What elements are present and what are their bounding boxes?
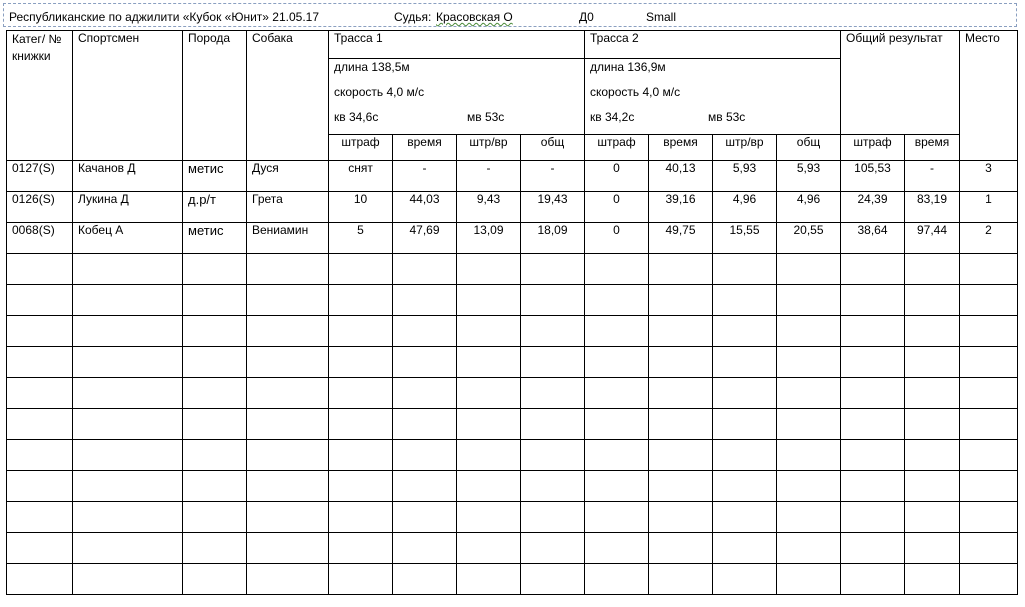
empty-cell	[585, 378, 649, 409]
empty-cell	[585, 409, 649, 440]
course1-mv: мв 53с	[467, 109, 505, 124]
c2-sub-time-penalty: штр/вр	[713, 135, 777, 161]
course2-kv: кв 34,2с	[590, 109, 635, 124]
empty-cell	[841, 409, 905, 440]
empty-cell	[183, 440, 247, 471]
empty-cell	[183, 378, 247, 409]
empty-cell	[585, 471, 649, 502]
empty-cell	[841, 285, 905, 316]
empty-cell	[73, 316, 183, 347]
empty-cell	[905, 347, 960, 378]
col-header-category: Катег/ № книжки	[7, 31, 73, 161]
empty-cell	[960, 564, 1018, 595]
cell-c2-time: 49,75	[649, 223, 713, 254]
class-label: Д0	[579, 10, 594, 24]
empty-cell	[247, 409, 329, 440]
empty-cell	[841, 502, 905, 533]
cell-c1-penalty: 10	[329, 192, 393, 223]
cell-c1-time: 44,03	[393, 192, 457, 223]
cell-c2-time: 40,13	[649, 161, 713, 192]
results-table	[6, 30, 1018, 595]
empty-cell	[457, 378, 521, 409]
c2-sub-time: время	[649, 135, 713, 161]
judge-name: Красовская О	[436, 10, 513, 24]
cell-place: 2	[960, 223, 1018, 254]
cell-c2-penalty: 0	[585, 192, 649, 223]
empty-cell	[7, 533, 73, 564]
c1-sub-total: общ	[521, 135, 585, 161]
empty-cell	[183, 502, 247, 533]
cell-c2-penalty: 0	[585, 161, 649, 192]
empty-cell	[713, 316, 777, 347]
course1-times	[329, 110, 585, 135]
empty-table-row	[7, 316, 1018, 347]
empty-cell	[960, 502, 1018, 533]
empty-cell	[73, 347, 183, 378]
empty-cell	[73, 471, 183, 502]
empty-cell	[960, 254, 1018, 285]
empty-cell	[73, 564, 183, 595]
empty-cell	[713, 440, 777, 471]
empty-cell	[905, 378, 960, 409]
empty-cell	[247, 502, 329, 533]
empty-cell	[777, 347, 841, 378]
empty-cell	[960, 409, 1018, 440]
empty-cell	[585, 254, 649, 285]
empty-cell	[585, 533, 649, 564]
empty-cell	[905, 285, 960, 316]
cell-overall-penalty: 105,53	[841, 161, 905, 192]
judge-label: Судья:	[394, 10, 432, 24]
overall-sub-penalty: штраф	[841, 135, 905, 161]
empty-cell	[7, 347, 73, 378]
cell-dog: Вениамин	[247, 223, 329, 254]
col-header-athlete: Спортсмен	[73, 31, 183, 161]
empty-cell	[960, 471, 1018, 502]
course2-length: длина 136,9м	[585, 59, 841, 85]
empty-cell	[7, 254, 73, 285]
empty-cell	[649, 254, 713, 285]
empty-cell	[649, 378, 713, 409]
empty-cell	[7, 316, 73, 347]
empty-cell	[183, 409, 247, 440]
empty-cell	[777, 440, 841, 471]
cell-place: 1	[960, 192, 1018, 223]
empty-cell	[777, 254, 841, 285]
cell-category: 0127(S)	[7, 161, 73, 192]
empty-cell	[841, 564, 905, 595]
empty-cell	[329, 347, 393, 378]
cell-c1-time: -	[393, 161, 457, 192]
cell-c1-total: 19,43	[521, 192, 585, 223]
empty-cell	[777, 502, 841, 533]
empty-cell	[905, 254, 960, 285]
empty-cell	[777, 409, 841, 440]
empty-cell	[841, 316, 905, 347]
empty-cell	[649, 533, 713, 564]
empty-cell	[329, 533, 393, 564]
cell-c2-total: 5,93	[777, 161, 841, 192]
empty-cell	[521, 471, 585, 502]
cell-c2-penalty: 0	[585, 223, 649, 254]
c1-sub-time: время	[393, 135, 457, 161]
empty-cell	[329, 254, 393, 285]
empty-cell	[183, 533, 247, 564]
empty-cell	[7, 564, 73, 595]
empty-cell	[457, 285, 521, 316]
empty-cell	[521, 316, 585, 347]
empty-cell	[905, 564, 960, 595]
empty-cell	[713, 502, 777, 533]
empty-cell	[960, 316, 1018, 347]
empty-cell	[457, 471, 521, 502]
empty-cell	[247, 347, 329, 378]
cell-c1-time-penalty: 9,43	[457, 192, 521, 223]
empty-cell	[905, 533, 960, 564]
empty-cell	[585, 440, 649, 471]
empty-cell	[713, 347, 777, 378]
course1-title: Трасса 1	[329, 31, 585, 59]
empty-cell	[521, 378, 585, 409]
empty-cell	[649, 564, 713, 595]
empty-cell	[247, 564, 329, 595]
cell-overall-penalty: 38,64	[841, 223, 905, 254]
empty-table-row	[7, 409, 1018, 440]
empty-cell	[247, 254, 329, 285]
empty-cell	[457, 502, 521, 533]
empty-cell	[7, 285, 73, 316]
empty-cell	[7, 440, 73, 471]
size-label: Small	[646, 10, 677, 24]
empty-cell	[247, 533, 329, 564]
empty-cell	[73, 502, 183, 533]
empty-table-row	[7, 502, 1018, 533]
empty-table-row	[7, 533, 1018, 564]
empty-cell	[521, 533, 585, 564]
empty-cell	[7, 378, 73, 409]
empty-cell	[905, 440, 960, 471]
empty-cell	[585, 316, 649, 347]
empty-cell	[457, 254, 521, 285]
empty-cell	[521, 409, 585, 440]
cell-athlete: Качанов Д	[73, 161, 183, 192]
empty-cell	[777, 471, 841, 502]
empty-cell	[713, 533, 777, 564]
overall-sub-time: время	[905, 135, 960, 161]
empty-cell	[73, 378, 183, 409]
empty-cell	[521, 285, 585, 316]
empty-cell	[183, 347, 247, 378]
cell-c2-time-penalty: 4,96	[713, 192, 777, 223]
empty-cell	[649, 316, 713, 347]
empty-cell	[183, 285, 247, 316]
empty-cell	[457, 347, 521, 378]
empty-cell	[521, 347, 585, 378]
empty-cell	[585, 285, 649, 316]
empty-cell	[713, 254, 777, 285]
empty-cell	[393, 285, 457, 316]
empty-cell	[905, 502, 960, 533]
cell-c2-time: 39,16	[649, 192, 713, 223]
empty-cell	[393, 471, 457, 502]
empty-cell	[841, 347, 905, 378]
empty-cell	[7, 502, 73, 533]
empty-cell	[713, 378, 777, 409]
course1-kv: кв 34,6с	[334, 109, 379, 124]
empty-cell	[841, 471, 905, 502]
empty-cell	[905, 409, 960, 440]
empty-cell	[393, 502, 457, 533]
empty-cell	[247, 440, 329, 471]
empty-cell	[649, 440, 713, 471]
cell-athlete: Лукина Д	[73, 192, 183, 223]
cell-dog: Дуся	[247, 161, 329, 192]
empty-cell	[649, 347, 713, 378]
table-row	[7, 223, 1018, 254]
course2-mv: мв 53с	[708, 109, 746, 124]
empty-cell	[777, 378, 841, 409]
cell-athlete: Кобец А	[73, 223, 183, 254]
cell-breed: метис	[183, 223, 247, 254]
empty-cell	[585, 502, 649, 533]
empty-cell	[457, 533, 521, 564]
empty-cell	[183, 564, 247, 595]
empty-cell	[393, 316, 457, 347]
cell-category: 0068(S)	[7, 223, 73, 254]
empty-table-row	[7, 347, 1018, 378]
cell-c1-penalty: 5	[329, 223, 393, 254]
empty-cell	[329, 378, 393, 409]
empty-cell	[393, 533, 457, 564]
empty-cell	[393, 409, 457, 440]
empty-cell	[457, 440, 521, 471]
empty-cell	[905, 316, 960, 347]
course2-times	[585, 110, 841, 135]
cell-c2-total: 20,55	[777, 223, 841, 254]
c1-sub-time-penalty: штр/вр	[457, 135, 521, 161]
c2-sub-penalty: штраф	[585, 135, 649, 161]
empty-cell	[713, 564, 777, 595]
cell-breed: метис	[183, 161, 247, 192]
cell-c1-time-penalty: 13,09	[457, 223, 521, 254]
empty-cell	[247, 471, 329, 502]
empty-cell	[73, 254, 183, 285]
empty-cell	[393, 378, 457, 409]
empty-cell	[713, 285, 777, 316]
empty-cell	[521, 440, 585, 471]
course1-speed: скорость 4,0 м/с	[329, 85, 585, 110]
empty-cell	[960, 533, 1018, 564]
empty-cell	[649, 471, 713, 502]
course2-speed: скорость 4,0 м/с	[585, 85, 841, 110]
empty-cell	[73, 285, 183, 316]
empty-cell	[457, 409, 521, 440]
cell-category: 0126(S)	[7, 192, 73, 223]
empty-cell	[7, 409, 73, 440]
empty-cell	[183, 471, 247, 502]
cell-c1-total: 18,09	[521, 223, 585, 254]
empty-table-row	[7, 440, 1018, 471]
empty-cell	[393, 347, 457, 378]
competition-title: Республиканские по аджилити «Кубок «Юнит» 21.05.17	[9, 10, 320, 24]
empty-cell	[393, 440, 457, 471]
table-row	[7, 192, 1018, 223]
empty-cell	[73, 409, 183, 440]
empty-cell	[960, 285, 1018, 316]
empty-cell	[73, 533, 183, 564]
empty-cell	[329, 316, 393, 347]
empty-cell	[393, 564, 457, 595]
empty-cell	[960, 378, 1018, 409]
empty-cell	[841, 378, 905, 409]
empty-cell	[777, 564, 841, 595]
empty-table-row	[7, 378, 1018, 409]
empty-table-row	[7, 564, 1018, 595]
empty-cell	[457, 564, 521, 595]
empty-cell	[329, 564, 393, 595]
course1-length: длина 138,5м	[329, 59, 585, 85]
document-header	[0, 0, 1017, 30]
empty-cell	[521, 564, 585, 595]
col-header-dog: Собака	[247, 31, 329, 161]
empty-cell	[585, 347, 649, 378]
empty-cell	[960, 440, 1018, 471]
cell-place: 3	[960, 161, 1018, 192]
cell-overall-time: -	[905, 161, 960, 192]
empty-cell	[393, 254, 457, 285]
cell-c1-time: 47,69	[393, 223, 457, 254]
c1-sub-penalty: штраф	[329, 135, 393, 161]
empty-cell	[841, 440, 905, 471]
empty-table-row	[7, 254, 1018, 285]
col-header-place: Место	[960, 31, 1018, 161]
empty-cell	[960, 347, 1018, 378]
course2-title: Трасса 2	[585, 31, 841, 59]
empty-cell	[649, 409, 713, 440]
c2-sub-total: общ	[777, 135, 841, 161]
col-header-breed: Порода	[183, 31, 247, 161]
empty-cell	[329, 471, 393, 502]
cell-breed: д.р/т	[183, 192, 247, 223]
empty-cell	[777, 533, 841, 564]
empty-cell	[777, 316, 841, 347]
empty-cell	[521, 254, 585, 285]
empty-cell	[457, 316, 521, 347]
empty-cell	[73, 440, 183, 471]
empty-cell	[329, 409, 393, 440]
empty-table-row	[7, 471, 1018, 502]
empty-cell	[329, 502, 393, 533]
empty-cell	[841, 533, 905, 564]
empty-cell	[777, 285, 841, 316]
empty-cell	[713, 409, 777, 440]
empty-cell	[841, 254, 905, 285]
table-row	[7, 161, 1018, 192]
empty-cell	[247, 316, 329, 347]
cell-c2-time-penalty: 15,55	[713, 223, 777, 254]
empty-cell	[183, 254, 247, 285]
empty-cell	[183, 316, 247, 347]
empty-cell	[905, 471, 960, 502]
col-header-overall: Общий результат	[841, 31, 960, 135]
cell-overall-time: 83,19	[905, 192, 960, 223]
empty-cell	[329, 285, 393, 316]
cell-c1-time-penalty: -	[457, 161, 521, 192]
empty-cell	[585, 564, 649, 595]
cell-c2-total: 4,96	[777, 192, 841, 223]
empty-cell	[649, 285, 713, 316]
empty-table-row	[7, 285, 1018, 316]
empty-cell	[649, 502, 713, 533]
cell-c2-time-penalty: 5,93	[713, 161, 777, 192]
empty-cell	[329, 440, 393, 471]
empty-cell	[521, 502, 585, 533]
cell-c1-penalty: снят	[329, 161, 393, 192]
empty-cell	[713, 471, 777, 502]
cell-dog: Грета	[247, 192, 329, 223]
cell-overall-penalty: 24,39	[841, 192, 905, 223]
empty-cell	[247, 285, 329, 316]
empty-cell	[247, 378, 329, 409]
empty-cell	[7, 471, 73, 502]
cell-overall-time: 97,44	[905, 223, 960, 254]
cell-c1-total: -	[521, 161, 585, 192]
